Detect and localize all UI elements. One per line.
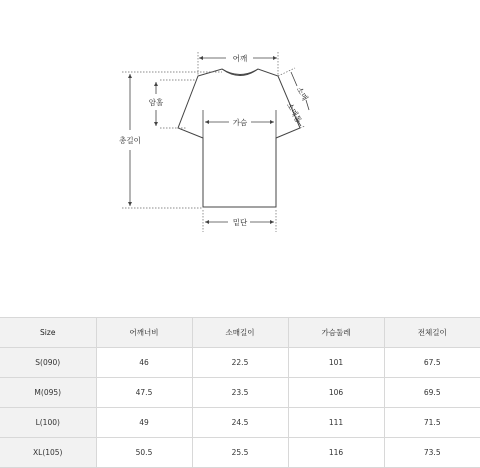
table-row xyxy=(0,348,480,378)
label-hem: 밑단 xyxy=(232,218,248,227)
header-chest-girth: 가슴둘레 xyxy=(288,318,384,348)
table-row xyxy=(0,378,480,408)
table-cell: 49 xyxy=(96,408,192,438)
table-cell: 47.5 xyxy=(96,378,192,408)
label-armhole: 암홀 xyxy=(148,98,164,107)
table-cell: 24.5 xyxy=(192,408,288,438)
table-cell: 46 xyxy=(96,348,192,378)
table-row xyxy=(0,408,480,438)
header-sleeve-length: 소매길이 xyxy=(192,318,288,348)
table-cell: 71.5 xyxy=(384,408,480,438)
table-cell: 101 xyxy=(288,348,384,378)
table-header-row xyxy=(0,318,480,348)
table-cell: 22.5 xyxy=(192,348,288,378)
table-cell: 50.5 xyxy=(96,438,192,468)
size-cell: L(100) xyxy=(0,408,96,438)
table-cell: 73.5 xyxy=(384,438,480,468)
label-chest: 가슴 xyxy=(232,118,248,127)
tshirt-outline xyxy=(178,69,300,207)
size-cell: XL(105) xyxy=(0,438,96,468)
header-shoulder-width: 어깨너비 xyxy=(96,318,192,348)
table-row xyxy=(0,438,480,468)
table-cell: 106 xyxy=(288,378,384,408)
table-cell: 23.5 xyxy=(192,378,288,408)
table-cell: 67.5 xyxy=(384,348,480,378)
table-cell: 69.5 xyxy=(384,378,480,408)
size-cell: S(090) xyxy=(0,348,96,378)
label-total-length: 총길이 xyxy=(119,136,141,145)
table-cell: 111 xyxy=(288,408,384,438)
label-shoulder: 어깨 xyxy=(232,54,248,63)
table-cell: 25.5 xyxy=(192,438,288,468)
label-sleeve-cuff: 소매통 xyxy=(284,101,304,125)
header-total-length: 전체길이 xyxy=(384,318,480,348)
size-cell: M(095) xyxy=(0,378,96,408)
label-sleeve: 소매 xyxy=(294,85,310,103)
size-table xyxy=(0,317,480,468)
header-size: Size xyxy=(0,318,96,348)
table-cell: 116 xyxy=(288,438,384,468)
